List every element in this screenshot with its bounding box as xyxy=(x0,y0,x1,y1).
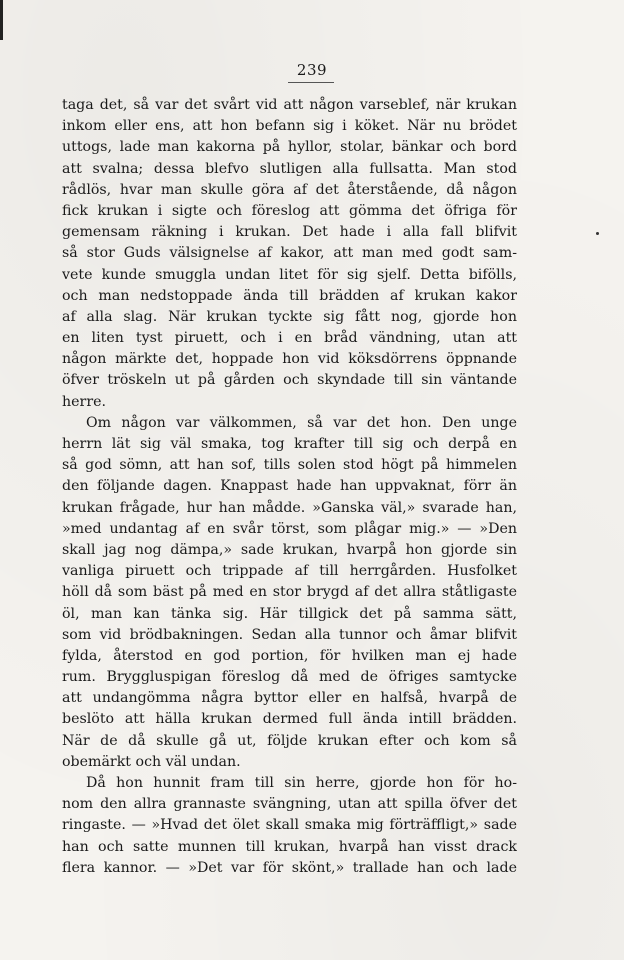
page-number: 239 xyxy=(296,61,328,79)
text-line: någon märkte det, hoppade hon vid köksdörrens öppnande xyxy=(62,351,517,368)
text-line: herre. xyxy=(62,393,107,410)
page-number-rule xyxy=(288,82,334,83)
body-text xyxy=(62,95,517,879)
text-line: den följande dagen. Knappast hade han uppvaknat, förr än xyxy=(62,478,517,495)
text-line: Då hon hunnit fram till sin herre, gjorde hon för ho- xyxy=(86,775,517,791)
text-line: herrn lät sig väl smaka, tog krafter till sig och derpå en xyxy=(62,436,517,452)
text-line: uttogs, lade man kakorna på hyllor, stolar, bänkar och bord xyxy=(62,139,517,156)
text-line: Om någon var välkommen, så var det hon. Den unge xyxy=(86,414,517,431)
text-line: fick krukan i sigte och föreslog att gömma det öfriga för xyxy=(62,202,517,219)
text-line: att svalna; dessa blefvo slutligen alla fullsatta. Man stod xyxy=(62,160,517,177)
text-line: obemärkt och väl undan. xyxy=(62,753,241,770)
text-line: en liten tyst piruett, och i en bråd vändning, utan att xyxy=(62,330,517,347)
text-line: krukan frågade, hur han mådde. »Ganska väl,» svarade han, xyxy=(62,499,517,516)
text-line: rum. Bryggluspigan föreslog då med de öfriges samtycke xyxy=(62,669,517,686)
text-line: höll då som bäst på med en stor brygd af det allra ståtligaste xyxy=(62,584,517,601)
text-line: fylda, återstod en god portion, för hvilken man ej hade xyxy=(62,647,517,664)
text-line: så stor Guds välsignelse af kakor, att man med godt sam- xyxy=(62,245,517,262)
text-line: gemensam räkning i krukan. Det hade i alla fall blifvit xyxy=(62,224,517,241)
text-line: rådlös, hvar man skulle göra af det återstående, då någon xyxy=(62,181,517,198)
page-speck xyxy=(596,232,599,235)
text-line: vete kunde smuggla undan litet för sig sjelf. Detta bifölls, xyxy=(62,266,517,283)
text-line: taga det, så var det svårt vid att någon varseblef, när krukan xyxy=(62,97,517,113)
text-line: inkom eller ens, att hon befann sig i köket. När nu brödet xyxy=(62,118,517,135)
text-line: af alla slag. När krukan tyckte sig fått nog, gjorde hon xyxy=(62,308,517,325)
scan-edge-mark xyxy=(0,0,3,40)
text-line: så god sömn, att han sof, tills solen stod högt på himmelen xyxy=(62,457,517,474)
text-line: När de då skulle gå ut, följde krukan efter och kom så xyxy=(62,732,517,749)
text-line: som vid brödbakningen. Sedan alla tunnor och åmar blifvit xyxy=(62,626,517,643)
text-line: öfver tröskeln ut på gården och skyndade till sin väntande xyxy=(62,372,517,389)
text-line: vanliga piruett och trippade af till herrgården. Husfolket xyxy=(62,563,517,580)
text-line: och man nedstoppade ända till brädden af krukan kakor xyxy=(62,287,517,304)
text-line: öl, man kan tänka sig. Här tillgick det på samma sätt, xyxy=(62,605,517,622)
text-line: ringaste. — »Hvad det ölet skall smaka mig förträffligt,» sade xyxy=(62,817,517,834)
text-line: beslöto att hälla krukan dermed full ända intill brädden. xyxy=(62,711,517,728)
text-line: skall jag nog dämpa,» sade krukan, hvarpå hon gjorde sin xyxy=(62,541,517,558)
text-line: »med undantag af en svår törst, som plågar mig.» — »Den xyxy=(62,520,517,537)
text-line: att undangömma några byttor eller en halfså, hvarpå de xyxy=(62,690,517,707)
text-line: nom den allra grannaste svängning, utan att spilla öfver det xyxy=(62,796,517,813)
text-line: flera kannor. — »Det var för skönt,» trallade han och lade xyxy=(62,859,517,876)
text-line: han och satte munnen till krukan, hvarpå han visst drack xyxy=(62,838,517,855)
